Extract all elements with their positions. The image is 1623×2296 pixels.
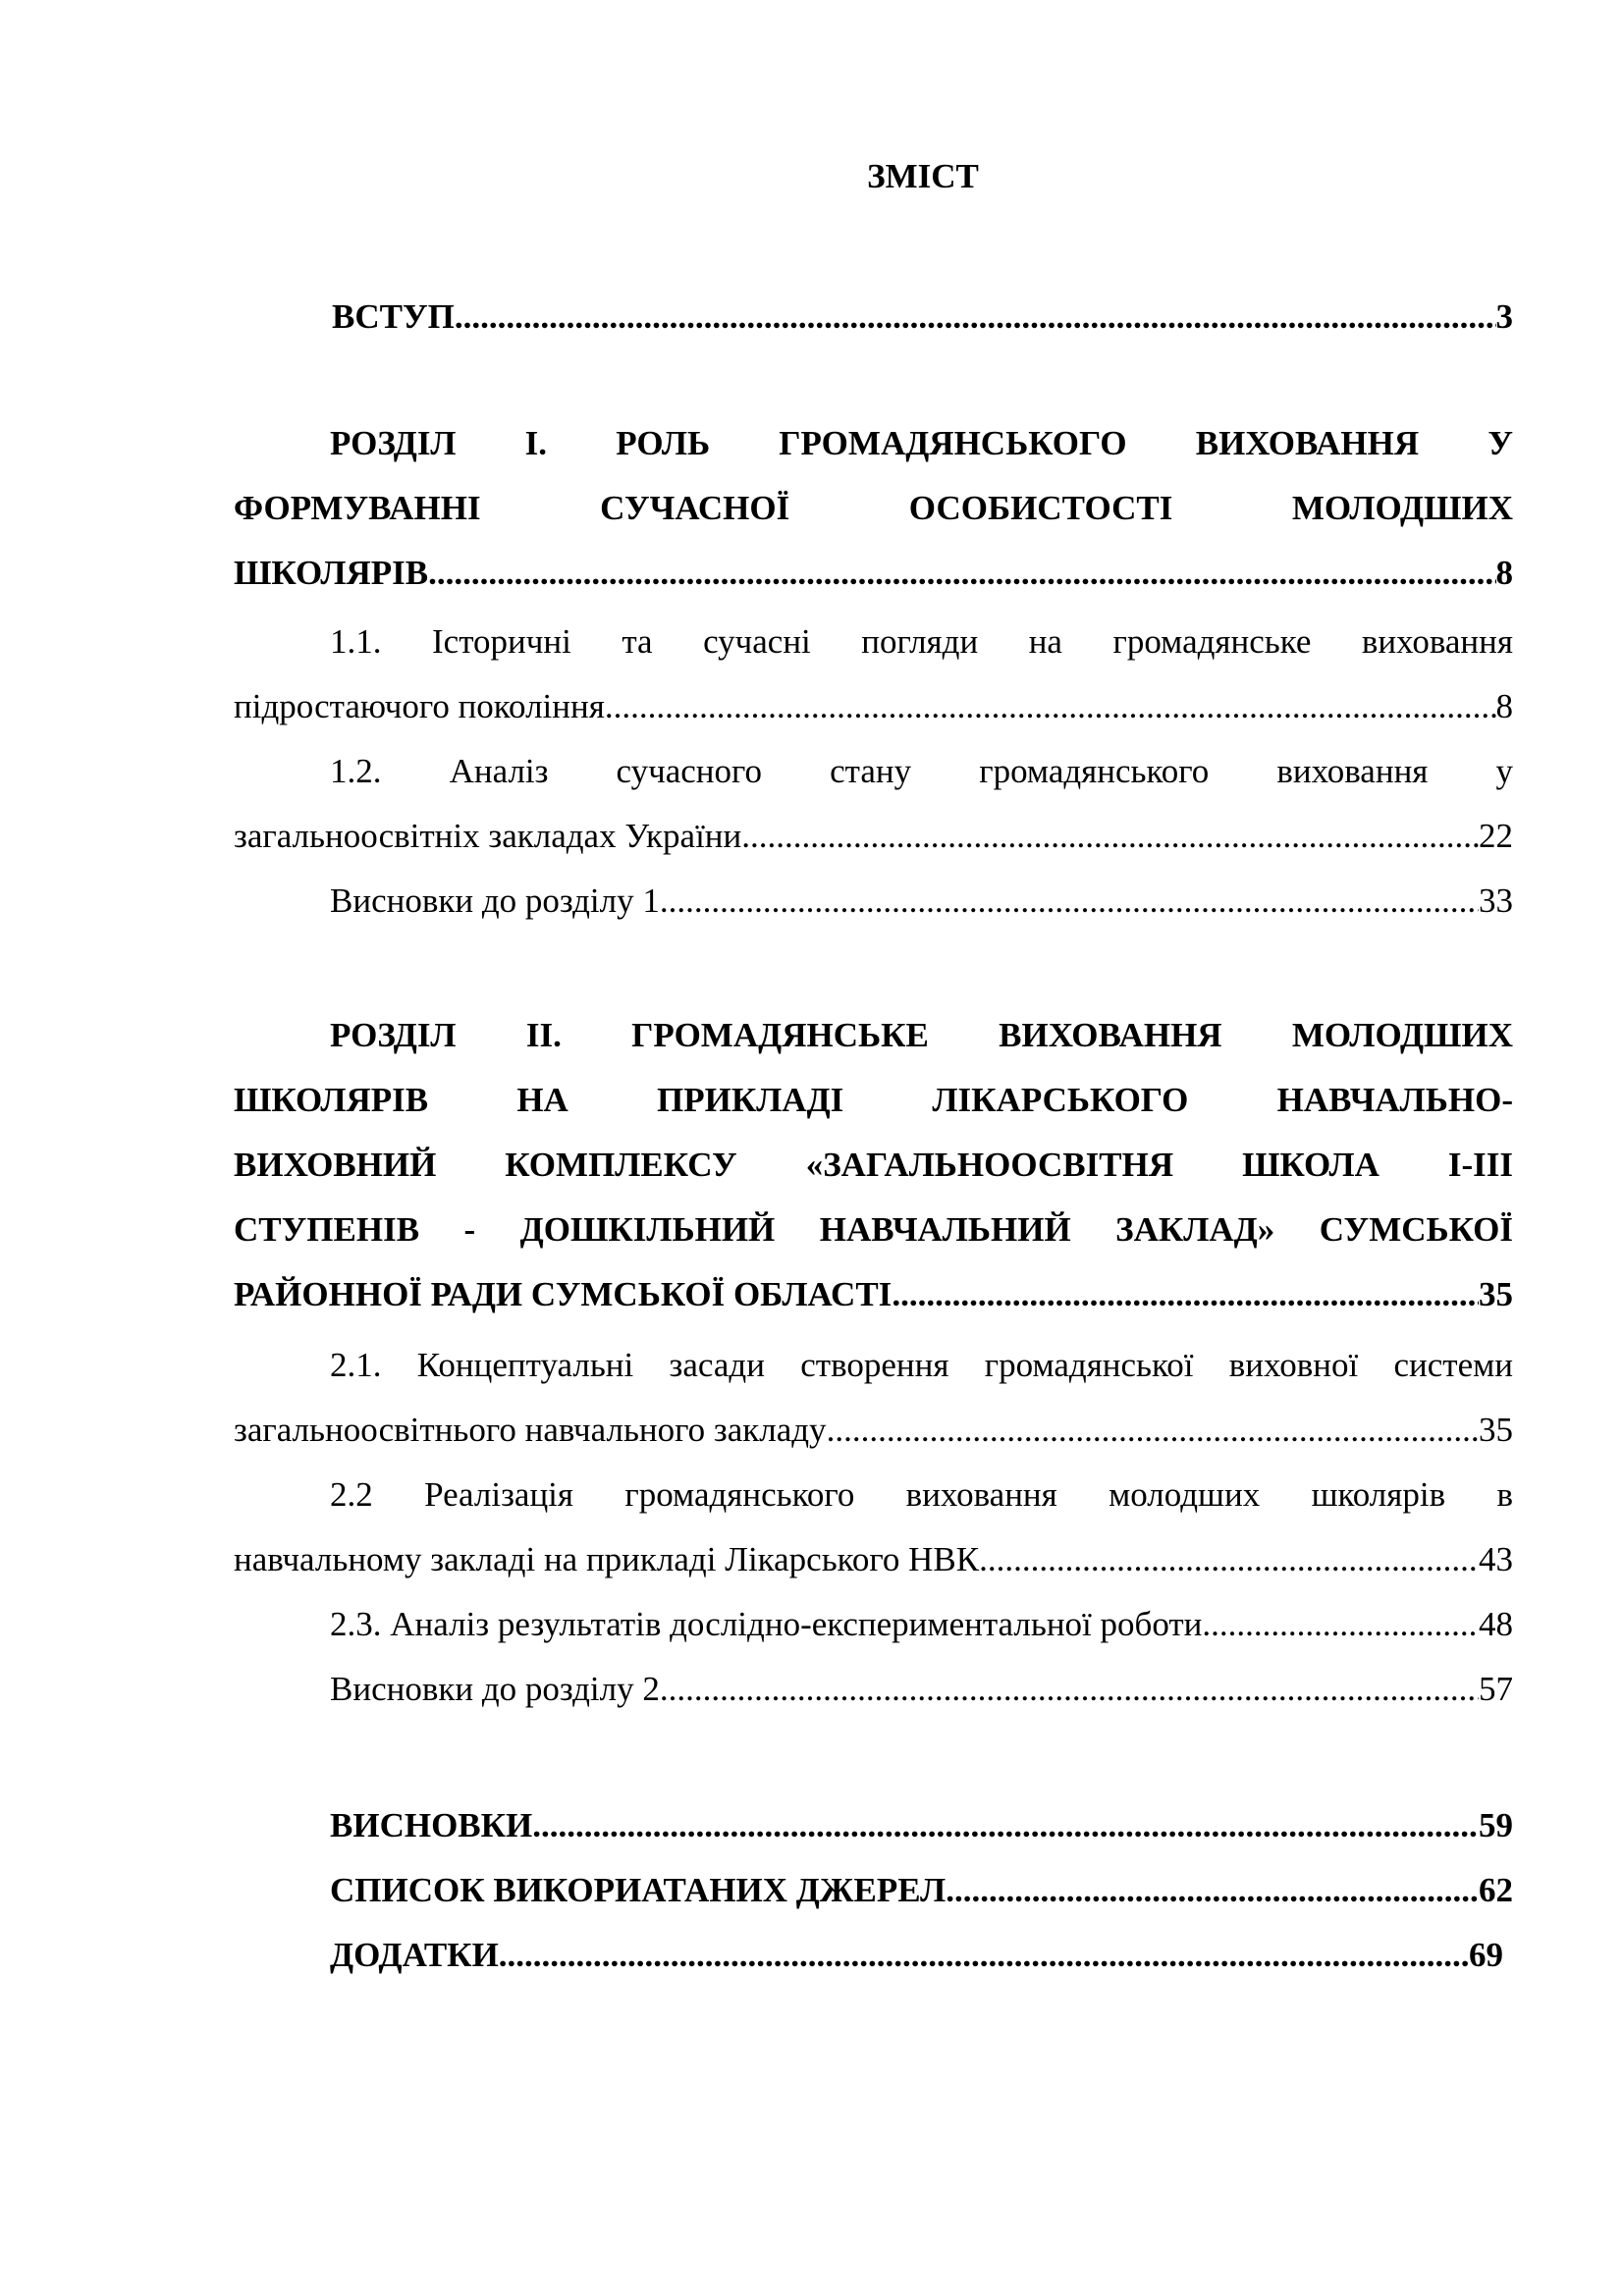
dot-leader — [946, 1858, 1479, 1923]
page-number: 59 — [1479, 1806, 1513, 1844]
toc-section-2 — [234, 1003, 1513, 1327]
toc-final-entries — [330, 1793, 1513, 1988]
section-heading-line: РОЗДІЛ ІІ. ГРОМАДЯНСЬКЕ ВИХОВАННЯ МОЛОДШИХ — [330, 1016, 1513, 1054]
dot-leader — [428, 541, 1495, 606]
toc-entry — [234, 1592, 1513, 1657]
page-number: 8 — [1495, 554, 1513, 592]
subsection-line: 2.2 Реалізація громадянського виховання молодших школярів в — [330, 1475, 1513, 1514]
toc-entry — [330, 1858, 1513, 1923]
entry-label: Висновки до розділу 2 — [330, 1670, 660, 1708]
toc-entry — [234, 541, 1513, 606]
page-number: 33 — [1479, 881, 1513, 920]
page-title: ЗМІСТ — [867, 157, 979, 195]
toc-section-1 — [234, 411, 1513, 606]
toc-entry — [330, 1793, 1513, 1858]
toc-entry — [234, 1398, 1513, 1463]
toc-section-2-subsections — [234, 1333, 1513, 1722]
entry-label: підростаючого покоління — [234, 687, 605, 725]
section-heading-line: РОЗДІЛ І. РОЛЬ ГРОМАДЯНСЬКОГО ВИХОВАННЯ У — [330, 424, 1513, 462]
toc-section-1-subsections — [234, 610, 1513, 934]
section-heading-line: СТУПЕНІВ - ДОШКІЛЬНИЙ НАВЧАЛЬНИЙ ЗАКЛАД» СУМСЬКОЇ — [234, 1210, 1513, 1249]
toc-entry — [234, 1657, 1513, 1722]
dot-leader — [455, 285, 1496, 349]
section-heading-line: ВИХОВНИЙ КОМПЛЕКСУ «ЗАГАЛЬНООСВІТНЯ ШКОЛА І-ІІІ — [234, 1146, 1513, 1184]
page-number: 57 — [1479, 1670, 1513, 1708]
entry-label: 2.3. Аналіз результатів дослідно-експериментальної роботи — [330, 1605, 1203, 1643]
toc-entry — [234, 804, 1513, 869]
subsection-line: 1.2. Аналіз сучасного стану громадянського виховання у — [330, 752, 1513, 790]
dot-leader — [660, 869, 1479, 934]
toc-entry — [330, 1923, 1503, 1988]
entry-label: ВСТУП — [332, 297, 455, 336]
toc-entry — [234, 1527, 1513, 1592]
section-heading-line: ФОРМУВАННІ СУЧАСНОЇ ОСОБИСТОСТІ МОЛОДШИХ — [234, 489, 1513, 527]
dot-leader — [892, 1262, 1479, 1327]
subsection-line: 1.1. Історичні та сучасні погляди на громадянське виховання — [330, 622, 1513, 661]
entry-label: ДОДАТКИ — [330, 1936, 499, 1974]
dot-leader — [827, 1398, 1479, 1463]
page-number: 69 — [1469, 1936, 1503, 1974]
dot-leader — [532, 1793, 1479, 1858]
entry-label: СПИСОК ВИКОРИАТАНИХ ДЖЕРЕЛ — [330, 1871, 947, 1909]
dot-leader — [499, 1923, 1469, 1988]
entry-label: загальноосвітнього навчального закладу — [234, 1411, 827, 1449]
page-number: 43 — [1479, 1540, 1513, 1578]
page-number: 35 — [1479, 1411, 1513, 1449]
toc-entry — [234, 1262, 1513, 1327]
page-number: 22 — [1479, 817, 1513, 855]
dot-leader — [1202, 1592, 1479, 1657]
toc-entry — [234, 674, 1513, 739]
page-number: 3 — [1495, 297, 1513, 336]
section-heading-line: ШКОЛЯРІВ НА ПРИКЛАДІ ЛІКАРСЬКОГО НАВЧАЛЬНО- — [234, 1081, 1513, 1119]
dot-leader — [979, 1527, 1479, 1592]
dot-leader — [741, 804, 1479, 869]
entry-label: загальноосвітніх закладах України — [234, 817, 742, 855]
page-number: 8 — [1495, 687, 1513, 725]
entry-label: ВИСНОВКИ — [330, 1806, 533, 1844]
toc-intro — [332, 285, 1513, 349]
page-number: 48 — [1479, 1605, 1513, 1643]
dot-leader — [660, 1657, 1479, 1722]
page-number: 35 — [1479, 1275, 1513, 1313]
page-number: 62 — [1479, 1871, 1513, 1909]
dot-leader — [605, 674, 1496, 739]
toc-entry — [332, 285, 1513, 349]
toc-entry — [234, 869, 1513, 934]
entry-label: РАЙОННОЇ РАДИ СУМСЬКОЇ ОБЛАСТІ — [234, 1275, 893, 1313]
entry-label: Висновки до розділу 1 — [330, 881, 660, 920]
entry-label: навчальному закладі на прикладі Лікарського НВК — [234, 1540, 980, 1578]
subsection-line: 2.1. Концептуальні засади створення громадянської виховної системи — [330, 1346, 1513, 1384]
entry-label: ШКОЛЯРІВ — [234, 554, 429, 592]
